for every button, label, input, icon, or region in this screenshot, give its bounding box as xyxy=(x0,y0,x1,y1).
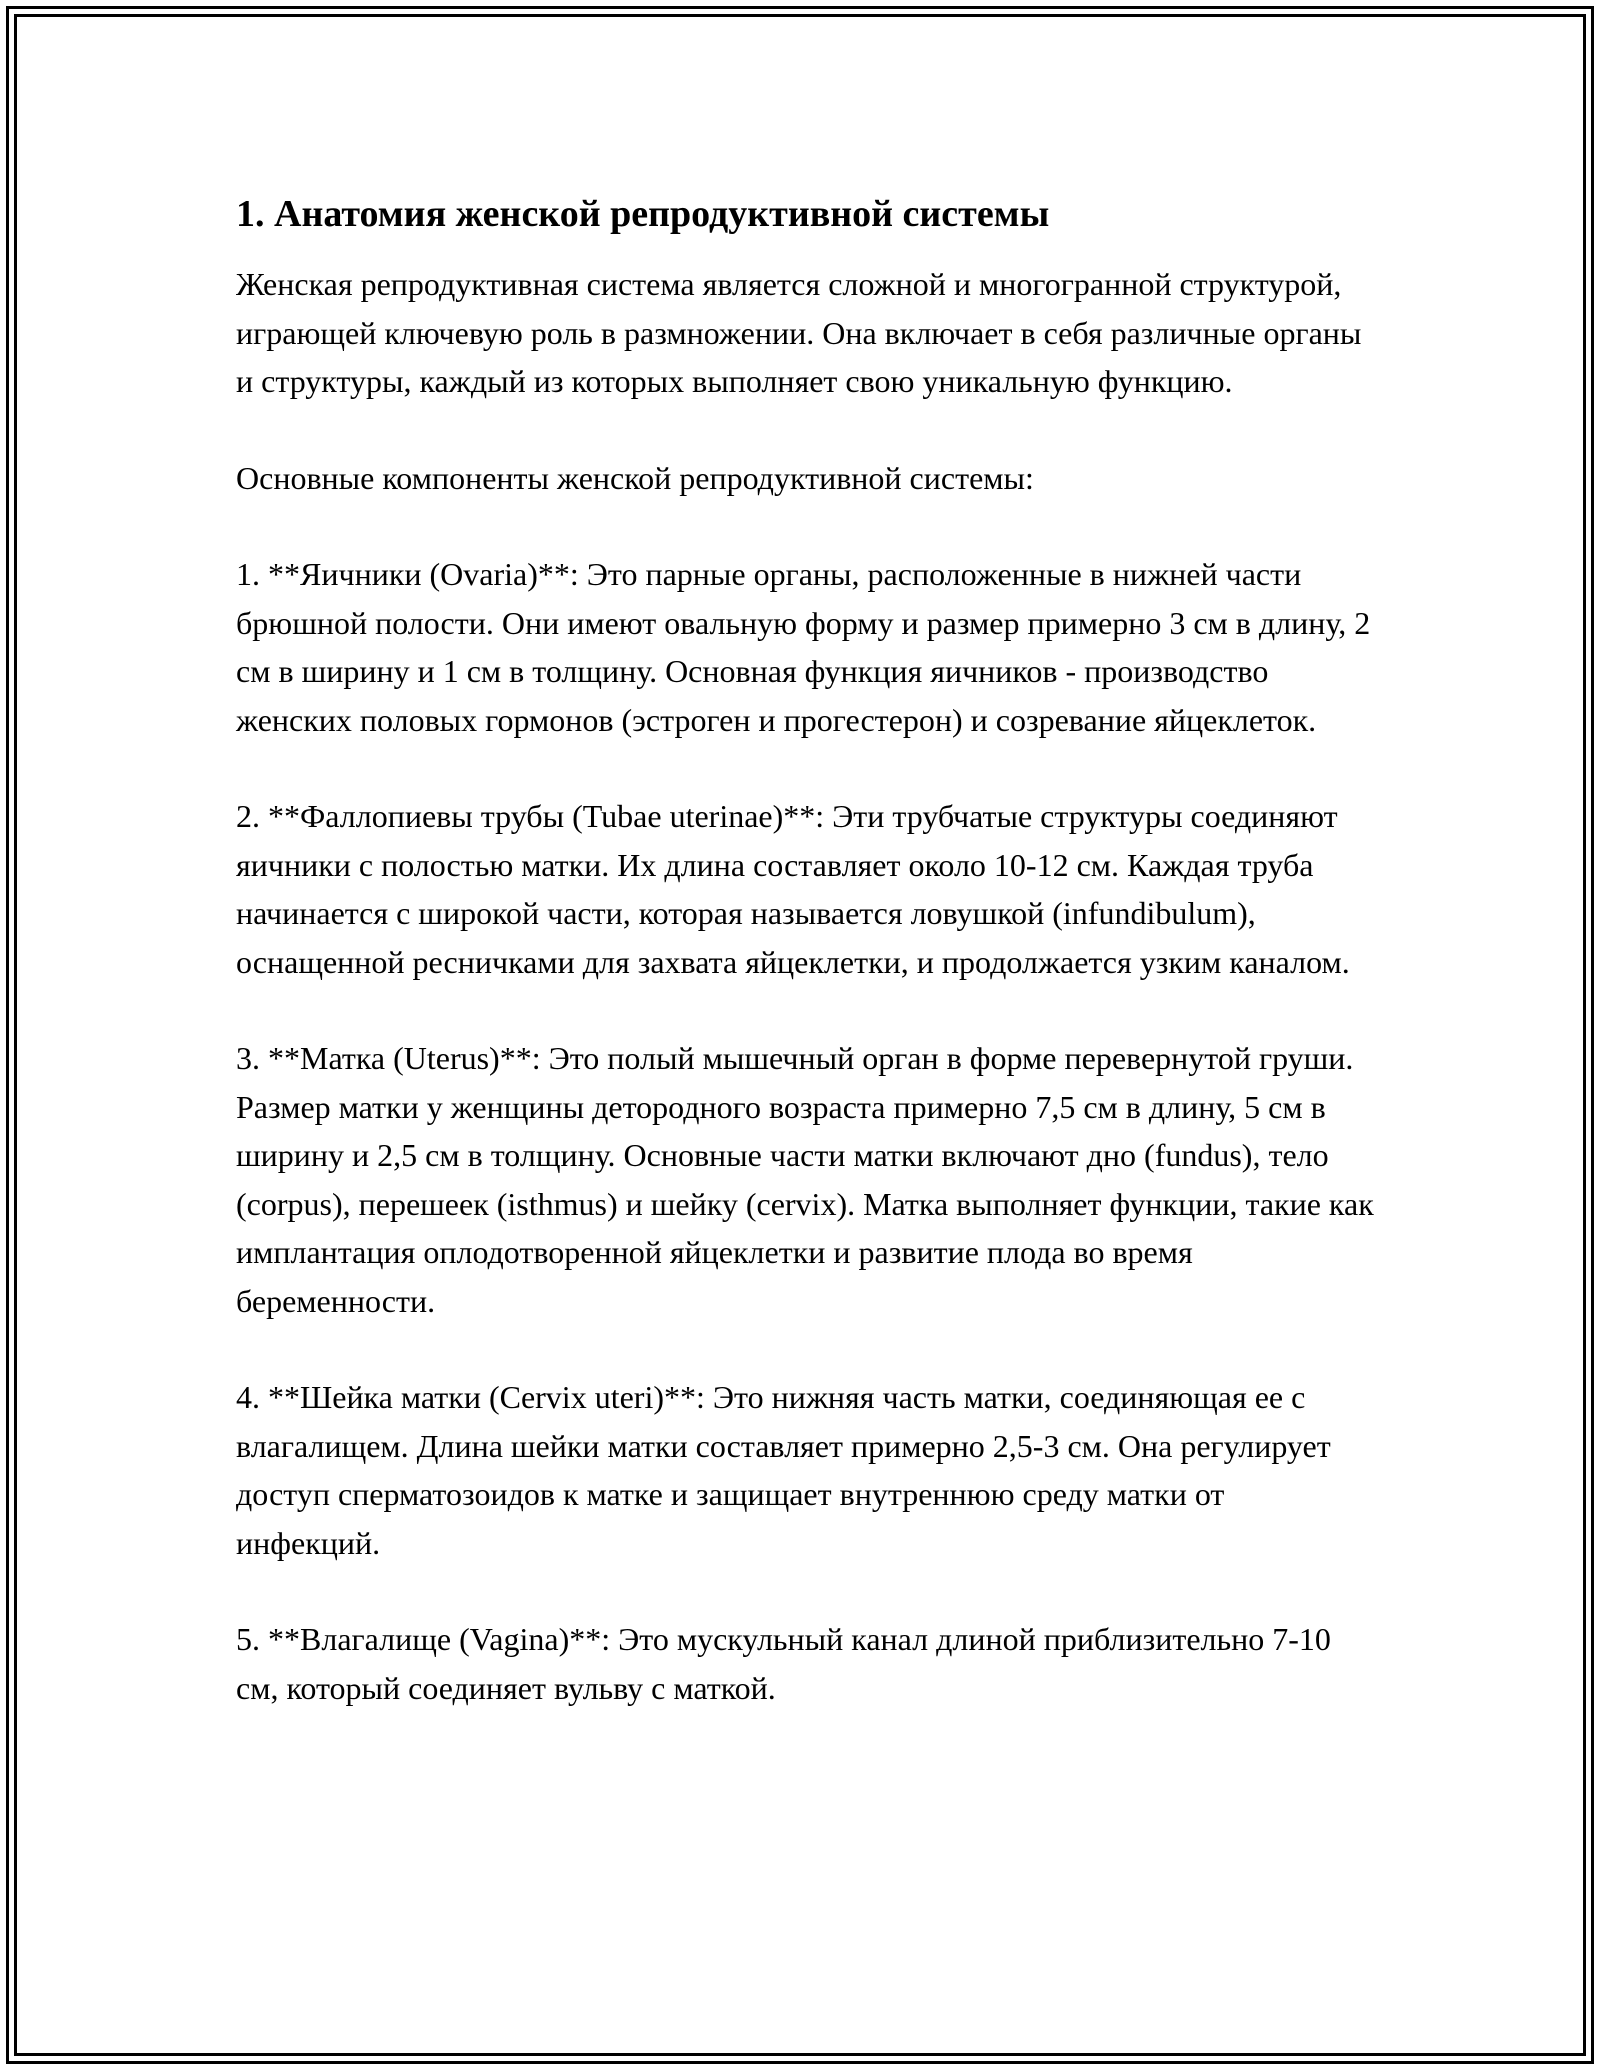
item-ovaries: 1. **Яичники (Ovaria)**: Это парные органы, расположенные в нижней части брюшной полости. Они имеют овальную форму и размер примерно 3 см в длину, 2 см в ширину и 1 см в толщину. Основная функция яичников - производство женских половых гормонов (эстроген и прогестерон) и созревание яйцеклеток. xyxy=(236,556,1371,738)
intro-paragraph: Женская репродуктивная система является сложной и многогранной структурой, играющей ключевую роль в размножении. Она включает в себя различные органы и структуры, каждый из которых выполняет свою уникальную функцию. xyxy=(236,266,1362,399)
section-heading: 1. Анатомия женской репродуктивной системы xyxy=(236,193,1050,235)
item-fallopian-tubes: 2. **Фаллопиевы трубы (Tubae uterinae)**: Эти трубчатые структуры соединяют яичники с полостью матки. Их длина составляет около 10-12 см. Каждая труба начинается с широкой части, которая называется ловушкой (infundibulum), оснащенной ресничками для захвата яйцеклетки, и продолжается узким каналом. xyxy=(236,798,1350,980)
item-uterus: 3. **Матка (Uterus)**: Это полый мышечный орган в форме перевернутой груши. Размер матки у женщины детородного возраста примерно 7,5 см в длину, 5 см в ширину и 2,5 см в толщину. Основные части матки включают дно (fundus), тело (corpus), перешеек (isthmus) и шейку (cervix). Матка выполняет функции, такие как имплантация оплодотворенной яйцеклетки и развитие плода во время беременности. xyxy=(236,1040,1374,1319)
components-intro: Основные компоненты женской репродуктивной системы: xyxy=(236,459,1034,496)
item-cervix: 4. **Шейка матки (Cervix uteri)**: Это нижняя часть матки, соединяющая ее с влагалищем. Длина шейки матки составляет примерно 2,5-3 см. Она регулирует доступ сперматозоидов к матке и защищает внутреннюю среду матки от инфекций. xyxy=(236,1379,1331,1561)
item-vagina: 5. **Влагалище (Vagina)**: Это мускульный канал длиной приблизительно 7-10 см, который соединяет вульву с маткой. xyxy=(236,1621,1331,1706)
document-body xyxy=(236,188,1376,1712)
